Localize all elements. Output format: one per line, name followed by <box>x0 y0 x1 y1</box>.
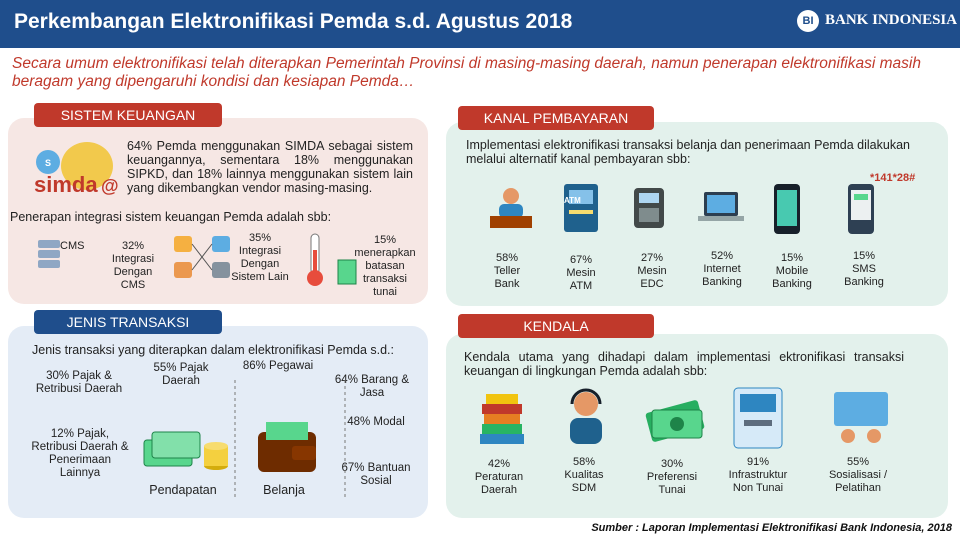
kanal-item <box>764 252 820 291</box>
cash-bills-icon <box>644 386 708 450</box>
jenis-description: Jenis transaksi yang diterapkan dalam elektronifikasi Pemda s.d.: <box>32 343 394 357</box>
system-integration-icon <box>170 234 234 282</box>
kendala-name: Peraturan Daerah <box>474 471 524 496</box>
kendala-pct: 58% <box>572 456 596 468</box>
bank-indonesia-logo-text: BANK INDONESIA <box>825 12 958 28</box>
server-icon <box>36 238 62 272</box>
edc-icon <box>626 184 672 232</box>
kendala-name: Preferensi Tunai <box>646 471 698 496</box>
kanal-name: Mesin EDC <box>637 265 667 290</box>
stat-pegawai: 86% Pegawai <box>242 360 314 372</box>
kendala-item <box>556 456 612 495</box>
page-title: Perkembangan Elektronifikasi Pemda s.d. Agustus 2018 <box>14 10 573 33</box>
svg-text:S: S <box>44 158 52 168</box>
kendala-name: Sosialisasi / Pelatihan <box>828 469 888 494</box>
sms-phone-icon <box>842 182 880 236</box>
simda-logo-text: simda <box>34 172 98 197</box>
kendala-pct: 30% <box>660 458 684 470</box>
stat-batasan-tunai: 15% menerapkan batasan transaksi tunai <box>354 234 416 298</box>
stat-barang-jasa: 64% Barang & Jasa <box>334 374 410 399</box>
kendala-pct: 91% <box>746 456 770 468</box>
kendala-item <box>818 456 898 495</box>
stat-integrasi-lain: 35% Integrasi Dengan Sistem Lain <box>231 232 289 283</box>
atm-machine-icon <box>726 384 790 452</box>
kanal-pct: 58% <box>495 252 519 264</box>
kanal-name: Teller Bank <box>493 265 521 290</box>
kanal-pct: 67% <box>569 254 593 266</box>
flow-lines <box>130 370 350 510</box>
kanal-name: Mesin ATM <box>566 267 596 292</box>
kanal-pct: 15% <box>780 252 804 264</box>
atm-icon <box>558 182 604 234</box>
kanal-description: Implementasi elektronifikasi transaksi belanja dan penerimaan Pemda dilakukan melalui alternatif kanal pembayaran sbb: <box>466 138 910 166</box>
kanal-name: Internet Banking <box>702 263 742 288</box>
pendapatan-label: Pendapatan <box>149 483 217 497</box>
kanal-item <box>554 254 608 293</box>
atm-label: ATM <box>564 196 581 205</box>
kendala-name: Infrastruktur Non Tunai <box>728 469 788 494</box>
belanja-label: Belanja <box>263 483 305 497</box>
kendala-pct: 42% <box>487 458 511 470</box>
kanal-item <box>694 250 750 289</box>
kanal-item <box>484 252 530 291</box>
mobile-phone-icon <box>770 182 804 236</box>
kanal-item <box>836 250 892 289</box>
kendala-pct: 55% <box>846 456 870 468</box>
stat-modal: 48% Modal <box>347 416 405 428</box>
person-headset-icon <box>560 386 612 452</box>
presentation-board-icon <box>830 388 892 450</box>
jenis-transaksi-label: JENIS TRANSAKSI <box>34 310 222 334</box>
simda-description: 64% Pemda menggunakan SIMDA sebagai sistem keuangannya, sementara 18% menggunakan SIPKD, dan 18% lainnya menggunakan sistem lain yang dikembangkan vendor masing-masing. <box>127 139 413 195</box>
stat-bantuan-sosial: 67% Bantuan Sosial <box>341 462 411 487</box>
integrasi-description: Penerapan integrasi sistem keuangan Pemda adalah sbb: <box>10 210 332 224</box>
cms-label: CMS <box>60 240 85 252</box>
teller-icon <box>486 184 536 232</box>
kendala-item <box>636 458 708 497</box>
stat-pajak-retribusi: 30% Pajak & Retribusi Daerah <box>35 370 123 395</box>
kanal-pct: 15% <box>852 250 876 262</box>
kanal-pct: 52% <box>710 250 734 262</box>
kanal-item <box>626 252 678 291</box>
stat-integrasi-cms: 32% Integrasi Dengan CMS <box>111 240 155 291</box>
kendala-item <box>718 456 798 495</box>
at-icon: @ <box>101 176 119 196</box>
kendala-item <box>470 458 528 497</box>
stat-pajak-daerah: 55% Pajak Daerah <box>153 362 209 387</box>
bank-indonesia-logo-icon: BI <box>797 10 819 32</box>
kanal-name: SMS Banking <box>844 263 884 288</box>
books-icon <box>474 388 530 452</box>
kanal-pembayaran-label: KANAL PEMBAYARAN <box>458 106 654 130</box>
sistem-keuangan-label: SISTEM KEUANGAN <box>34 103 222 127</box>
kendala-name: Kualitas SDM <box>564 469 604 494</box>
kanal-name: Mobile Banking <box>772 265 812 290</box>
kendala-label: KENDALA <box>458 314 654 338</box>
thermometer-icon <box>300 232 330 288</box>
laptop-icon <box>696 184 746 232</box>
ussd-code: *141*28# <box>870 172 916 184</box>
kendala-description: Kendala utama yang dihadapi dalam implementasi ektronifikasi transaksi keuangan di lingkungan Pemda adalah sbb: <box>464 350 904 378</box>
stat-penerimaan-lainnya: 12% Pajak, Retribusi Daerah & Penerimaan Lainnya <box>31 428 129 479</box>
source-note: Sumber : Laporan Implementasi Elektronifikasi Bank Indonesia, 2018 <box>591 522 952 534</box>
kanal-pct: 27% <box>640 252 664 264</box>
intro-text: Secara umum elektronifikasi telah diterapkan Pemerintah Provinsi di masing-masing daerah, namun penerapan elektronifikasi masih beragam yang dipengaruhi kondisi dan kesiapan Pemda… <box>12 55 921 90</box>
